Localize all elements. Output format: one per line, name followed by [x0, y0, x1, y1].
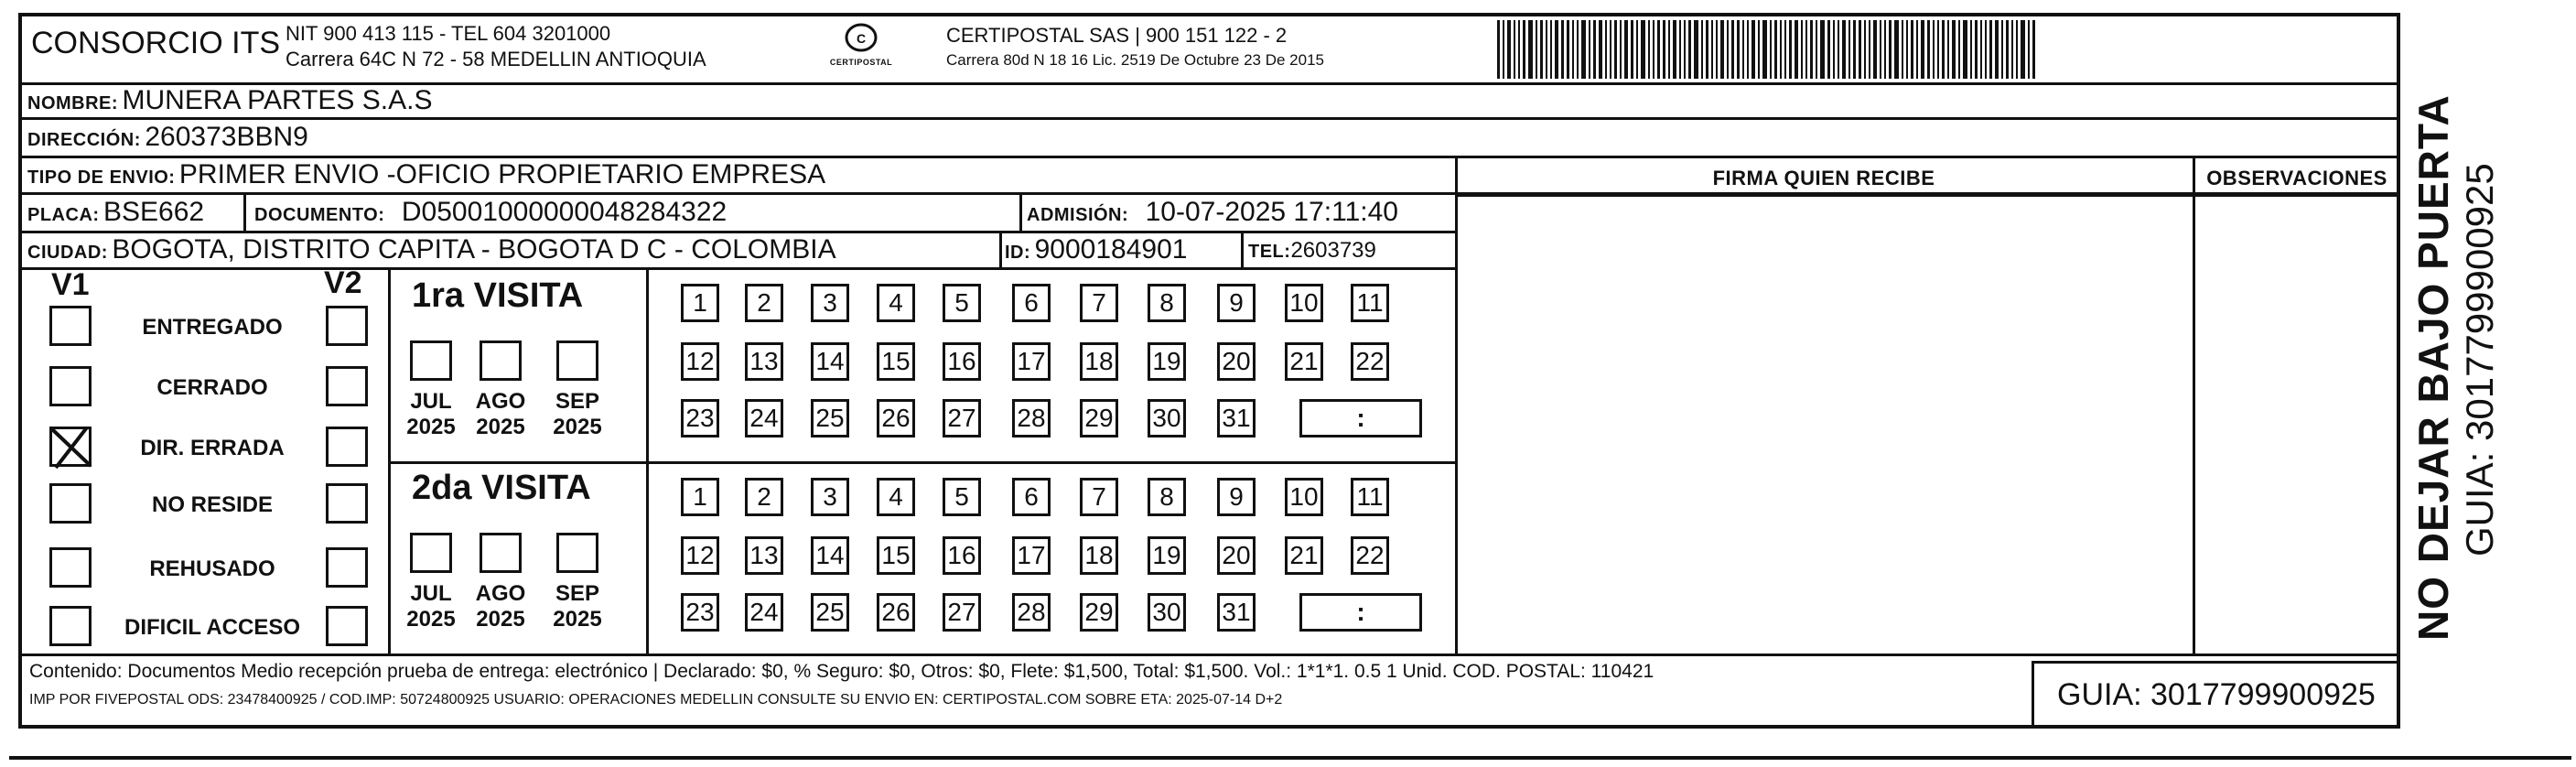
v1-checkbox[interactable]: [49, 366, 92, 406]
day-box[interactable]: 20: [1217, 342, 1256, 381]
day-box[interactable]: 26: [877, 593, 915, 632]
day-box[interactable]: 19: [1148, 342, 1186, 381]
placa-value: BSE662: [103, 197, 205, 227]
nombre-value: MUNERA PARTES S.A.S: [122, 85, 433, 115]
day-box[interactable]: 18: [1080, 342, 1118, 381]
time-box[interactable]: :: [1299, 399, 1422, 438]
signature-area[interactable]: [1459, 197, 2191, 652]
content-line: Contenido: Documentos Medio recepción prueba de entrega: electrónico | Declarado: $0, % Seguro: $0, Otros: $0, Flete: $1,500, Total: $1,500. Vol.: 1*1*1. 0.5 1 Unid. COD. POSTAL: 110421: [29, 661, 1654, 682]
day-box[interactable]: 8: [1148, 284, 1186, 322]
id-field: [1005, 234, 1187, 265]
day-box[interactable]: 10: [1285, 478, 1323, 516]
day-box[interactable]: 4: [877, 478, 915, 516]
company-name: CONSORCIO ITS: [31, 26, 281, 60]
day-box[interactable]: 22: [1351, 342, 1389, 381]
month-label: SEP: [555, 389, 600, 414]
no-dejar-bajo-puerta: NO DEJAR BAJO PUERTA: [2409, 94, 2457, 641]
admision-value: 10-07-2025 17:11:40: [1145, 197, 1398, 227]
day-box[interactable]: 24: [745, 399, 783, 438]
day-box[interactable]: 14: [811, 342, 849, 381]
v1-checkbox[interactable]: [49, 306, 92, 346]
day-box[interactable]: 26: [877, 399, 915, 438]
day-box[interactable]: 29: [1080, 399, 1118, 438]
barcode: [1497, 20, 2038, 79]
v2-checkbox[interactable]: [326, 366, 368, 406]
day-box[interactable]: 16: [943, 342, 981, 381]
year-label: 2025: [476, 607, 525, 632]
day-box[interactable]: 31: [1217, 399, 1256, 438]
day-box[interactable]: 16: [943, 536, 981, 575]
month-label: SEP: [555, 581, 600, 606]
day-box[interactable]: 21: [1285, 342, 1323, 381]
day-box[interactable]: 3: [811, 284, 849, 322]
license-line: Carrera 80d N 18 16 Lic. 2519 De Octubre 23 De 2015: [946, 51, 1324, 69]
month-label: AGO: [475, 581, 526, 606]
day-box[interactable]: 6: [1012, 284, 1051, 322]
logo-wordmark: CERTIPOSTAL: [829, 58, 893, 67]
direccion-field: [27, 122, 308, 153]
footer-guia: GUIA: 3017799900925: [2057, 677, 2376, 712]
day-box[interactable]: 12: [681, 342, 719, 381]
day-box[interactable]: 27: [943, 593, 981, 632]
year-label: 2025: [553, 607, 602, 632]
v1-checkbox[interactable]: [49, 427, 92, 467]
admision-label: ADMISIÓN:: [1027, 205, 1129, 225]
time-box[interactable]: :: [1299, 593, 1422, 632]
nit-line: NIT 900 413 115 - TEL 604 3201000: [286, 22, 611, 45]
month-checkbox[interactable]: [480, 533, 522, 573]
day-box[interactable]: 23: [681, 399, 719, 438]
day-box[interactable]: 1: [681, 478, 719, 516]
id-value: 9000184901: [1034, 234, 1188, 265]
tel-field: [1248, 238, 1376, 264]
month-label: AGO: [475, 389, 526, 414]
day-box[interactable]: 30: [1148, 399, 1186, 438]
firma-column-border: [1455, 157, 1458, 654]
day-box[interactable]: 13: [745, 536, 783, 575]
day-box[interactable]: 7: [1080, 284, 1118, 322]
month-label: JUL: [410, 581, 452, 606]
v2-checkbox[interactable]: [326, 547, 368, 588]
day-box[interactable]: 14: [811, 536, 849, 575]
side-guia: GUIA: 3017799900925: [2458, 163, 2501, 556]
status-label: DIR. ERRADA: [140, 436, 285, 460]
day-box[interactable]: 22: [1351, 536, 1389, 575]
day-box[interactable]: 12: [681, 536, 719, 575]
page-bottom-rule: [9, 756, 2571, 760]
day-box[interactable]: 28: [1012, 399, 1051, 438]
month-checkbox[interactable]: [410, 533, 452, 573]
day-box[interactable]: 2: [745, 284, 783, 322]
month-checkbox[interactable]: [556, 533, 598, 573]
courier-line: CERTIPOSTAL SAS | 900 151 122 - 2: [946, 24, 1288, 47]
status-label: REHUSADO: [149, 556, 275, 581]
day-box[interactable]: 7: [1080, 478, 1118, 516]
nombre-field: [27, 85, 432, 116]
day-box[interactable]: 13: [745, 342, 783, 381]
day-box[interactable]: 25: [811, 399, 849, 438]
admision-field: [1027, 197, 1398, 228]
day-box[interactable]: 20: [1217, 536, 1256, 575]
day-box[interactable]: 19: [1148, 536, 1186, 575]
day-box[interactable]: 10: [1285, 284, 1323, 322]
month-checkbox[interactable]: [480, 340, 522, 381]
documento-label: DOCUMENTO:: [254, 205, 385, 225]
v2-checkbox[interactable]: [326, 427, 368, 467]
id-label: ID:: [1005, 243, 1031, 263]
tipo-envio-field: [27, 159, 825, 190]
status-label: ENTREGADO: [142, 315, 283, 340]
nombre-label: NOMBRE:: [27, 93, 119, 113]
documento-field: [254, 197, 727, 228]
day-box[interactable]: 15: [877, 536, 915, 575]
v1-header: V1: [51, 267, 90, 302]
v2-checkbox[interactable]: [326, 306, 368, 346]
day-box[interactable]: 27: [943, 399, 981, 438]
v2-checkbox[interactable]: [326, 606, 368, 646]
day-box[interactable]: 28: [1012, 593, 1051, 632]
company-address: Carrera 64C N 72 - 58 MEDELLIN ANTIOQUIA: [286, 48, 706, 70]
observaciones-area[interactable]: [2196, 197, 2398, 652]
day-box[interactable]: 17: [1012, 536, 1051, 575]
x-mark-icon: [47, 424, 98, 471]
day-box[interactable]: 8: [1148, 478, 1186, 516]
ciudad-field: [27, 234, 836, 265]
placa-label: PLACA:: [27, 205, 100, 225]
direccion-value: 260373BBN9: [145, 122, 308, 152]
day-box[interactable]: 5: [943, 478, 981, 516]
day-box[interactable]: 18: [1080, 536, 1118, 575]
firma-header: FIRMA QUIEN RECIBE: [1712, 167, 1935, 189]
day-box[interactable]: 30: [1148, 593, 1186, 632]
day-box[interactable]: 11: [1351, 284, 1389, 322]
ciudad-value: BOGOTA, DISTRITO CAPITA - BOGOTA D C - COLOMBIA: [112, 234, 836, 265]
year-label: 2025: [476, 415, 525, 439]
second-visit-title: 2da VISITA: [412, 469, 591, 507]
status-label: CERRADO: [156, 375, 268, 400]
v1-checkbox[interactable]: [49, 483, 92, 524]
tel-value: 2603739: [1290, 238, 1376, 263]
day-box[interactable]: 6: [1012, 478, 1051, 516]
ciudad-label: CIUDAD:: [27, 243, 108, 263]
certipostal-logo: [820, 22, 902, 73]
day-box[interactable]: 9: [1217, 478, 1256, 516]
svg-text:C: C: [856, 31, 867, 46]
imp-line: IMP POR FIVEPOSTAL ODS: 23478400925 / COD.IMP: 50724800925 USUARIO: OPERACIONES MEDELLIN CONSULTE SU ENVIO EN: CERTIPOSTAL.COM SOBRE ETA: 2025-07-14 D+2: [29, 692, 1283, 708]
day-box[interactable]: 1: [681, 284, 719, 322]
day-box[interactable]: 3: [811, 478, 849, 516]
certipostal-logo-icon: [838, 22, 884, 53]
day-box[interactable]: 11: [1351, 478, 1389, 516]
day-box[interactable]: 4: [877, 284, 915, 322]
month-checkbox[interactable]: [410, 340, 452, 381]
tipo-envio-label: TIPO DE ENVIO:: [27, 167, 176, 188]
day-box[interactable]: 2: [745, 478, 783, 516]
v2-header: V2: [324, 265, 362, 300]
v2-checkbox[interactable]: [326, 483, 368, 524]
v1-checkbox[interactable]: [49, 606, 92, 646]
placa-field: [27, 197, 204, 228]
day-box[interactable]: 31: [1217, 593, 1256, 632]
observaciones-header: OBSERVACIONES: [2206, 167, 2387, 189]
status-label: DIFICIL ACCESO: [124, 615, 300, 640]
day-box[interactable]: 17: [1012, 342, 1051, 381]
documento-value: D05001000000048284322: [401, 197, 728, 227]
day-box[interactable]: 23: [681, 593, 719, 632]
day-box[interactable]: 25: [811, 593, 849, 632]
status-label: NO RESIDE: [151, 492, 274, 517]
day-box[interactable]: 21: [1285, 536, 1323, 575]
year-label: 2025: [406, 607, 456, 632]
observaciones-column-border: [2193, 157, 2195, 654]
day-box[interactable]: 9: [1217, 284, 1256, 322]
month-checkbox[interactable]: [556, 340, 598, 381]
day-box[interactable]: 29: [1080, 593, 1118, 632]
day-box[interactable]: 15: [877, 342, 915, 381]
first-visit-title: 1ra VISITA: [412, 276, 584, 315]
tel-label: TEL:: [1248, 242, 1291, 262]
year-label: 2025: [553, 415, 602, 439]
v1-checkbox[interactable]: [49, 547, 92, 588]
direccion-label: DIRECCIÓN:: [27, 130, 141, 150]
day-box[interactable]: 24: [745, 593, 783, 632]
day-box[interactable]: 5: [943, 284, 981, 322]
month-label: JUL: [410, 389, 452, 414]
year-label: 2025: [406, 415, 456, 439]
tipo-envio-value: PRIMER ENVIO -OFICIO PROPIETARIO EMPRESA: [178, 159, 826, 189]
